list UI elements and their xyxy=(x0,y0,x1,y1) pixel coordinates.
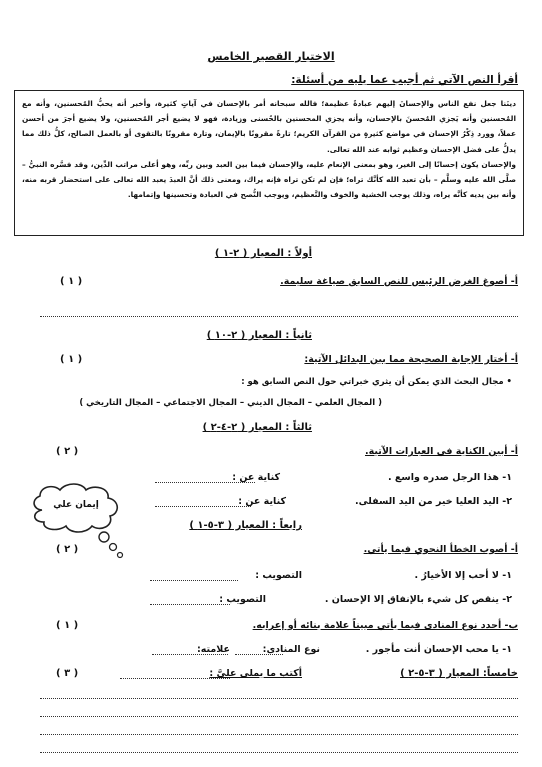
section-4-item-2: ٢- ينقص كل شيء بالإنفاق إلا الإحسان . xyxy=(324,594,512,605)
section-4-mark-b: ( ١ ) xyxy=(56,620,79,631)
kinaya-answer-line-2[interactable] xyxy=(155,506,251,507)
section-5-mark: ( ٣ ) xyxy=(56,668,79,679)
passage-paragraph-1: دينَنا جعل نفع الناس والإحسانَ إليهم عبادةً عظيمة؛ فالله سبحانه أمر بالإحسان في آياتٍ كثيرة، وأخبر أنه يحبُّ المُحسنين، وأنه مع المُحسنين وأنه يَجزي المُحسنَ بالإحسان، وأنه يجزي المحسنين بالحُسنى وزيادة، فهو لا يضيع أجر المُحسنين، ولا يضيع أجرَ من أحسن عملاً، وورد ذِكْرُ الإحسان في مواضع كثيرةٍ من القرآن الكريم؛ تارةً مقرونًا بالإيمان، وتارة مقرونًا بالتقوى أو بالعمل الصالح، كلُّ ذلك مما يدلُّ على فضل الإحسان وعظيم ثوابه عند الله تعالى. xyxy=(22,99,516,154)
section-2-item: • مجال البحث الذي يمكن أن يثري خبراتي حول النص السابق هو : xyxy=(241,377,512,387)
kinaya-answer-line-1[interactable] xyxy=(155,482,255,483)
vocative-sign-line[interactable] xyxy=(152,654,228,655)
section-3-mark: ( ٢ ) xyxy=(56,446,79,457)
section-1-question: أ- أصوغ الغرض الرئيس للنص السابق صياغة سليمة. xyxy=(280,276,518,287)
section-2-options: ( المجال العلمي – المجال الديني – المجال الاجتماعي – المجال التاريخي ) xyxy=(79,398,382,408)
dictation-line-4[interactable] xyxy=(40,752,518,753)
reading-instruction: أقرأ النص الآتي ثم أجيب عما يليه من أسئلة: xyxy=(291,74,518,86)
section-2-header: ثانياً : المعيار ( ٢-١٠ ) xyxy=(206,330,312,341)
correction-answer-line-2[interactable] xyxy=(150,604,230,605)
correction-label-1: التصويب : xyxy=(255,570,302,581)
cloud-text: إيمان علي xyxy=(53,500,99,510)
section-5-header: خامساً: المعيار ( ٣-٥-٢ ) xyxy=(400,668,518,679)
correction-label-2: التصويب : xyxy=(219,594,266,605)
vocative-sign-label: علامته: xyxy=(196,644,230,655)
section-4-item-b: ١- يا محب الإحسان أنت مأجور . xyxy=(365,644,512,655)
section-3-header: ثالثاً : المعيار ( ٢-٤-٢ ) xyxy=(202,422,312,433)
section-2-question: أ- أختار الإجابة الصحيحة مما بين البدائل الآتية: xyxy=(304,354,518,365)
section-4-mark: ( ٢ ) xyxy=(56,544,79,555)
section-1-header: أولاً : المعيار ( ٢-١ ) xyxy=(214,248,312,259)
section-4-question-b: ب- أحدد نوع المنادى فيما يأتي مبيناً علامة بنائه أو إعرابه. xyxy=(252,620,518,631)
correction-answer-line-1[interactable] xyxy=(150,580,238,581)
section-3-question: أ- أبين الكناية في العبارات الآتية. xyxy=(365,446,518,457)
section-2-mark: ( ١ ) xyxy=(60,354,83,365)
reading-passage xyxy=(14,90,524,236)
vocative-type-label: نوع المنادى: xyxy=(262,644,320,655)
section-3-item-1: ١- هذا الرجل صدره واسع . xyxy=(387,472,512,483)
dictation-line-3[interactable] xyxy=(40,734,518,735)
dictation-inline-line[interactable] xyxy=(120,678,230,679)
vocative-type-line[interactable] xyxy=(235,654,283,655)
dictation-line-2[interactable] xyxy=(40,716,518,717)
section-4-question: أ- أصوب الخطأ النحوي فيما يأتي. xyxy=(363,544,518,555)
kinaya-label-2: كناية عن : xyxy=(238,496,286,507)
section-3-item-2: ٢- اليد العليا خير من اليد السفلى. xyxy=(355,496,512,507)
kinaya-label-1: كناية عن : xyxy=(232,472,280,483)
section-4-header: رابعاً : المعيار ( ٣-٥-١ ) xyxy=(189,520,302,531)
section-5-question: أكتب ما يملى عليَّ : xyxy=(209,668,302,679)
section-1-mark: ( ١ ) xyxy=(60,276,83,287)
answer-line[interactable] xyxy=(40,316,518,317)
dictation-line-1[interactable] xyxy=(40,698,518,699)
passage-paragraph-2: والإحسان يكون إحسانًا إلى الغير، وهو بمعنى الإنعام عليه، والإحسان فيما بين العبد وبين ربِّه، وهو أعلى مراتب الدِّين، وقد فسَّره النبيُّ – صلَّى الله عليه وسلَّم – بأن تعبد الله كأنَّك تراه؛ فإن لم تكن تراه فإنه يراك، ومعنى ذلك أنَّ العبدَ يعبد الله تعالى على استحضار قربه منه، وأنه بين يديه كأنَّه يراه، وذلك يوجب الخشية والخوف والتَّعظيم، ويوجب النُّصح في العبادة وتحسينها وإتمامها. xyxy=(22,159,516,200)
section-4-item-1: ١- لا أحب إلا الأخيارُ . xyxy=(414,570,512,581)
page-title: الاختبار القصير الخامس xyxy=(207,50,335,63)
